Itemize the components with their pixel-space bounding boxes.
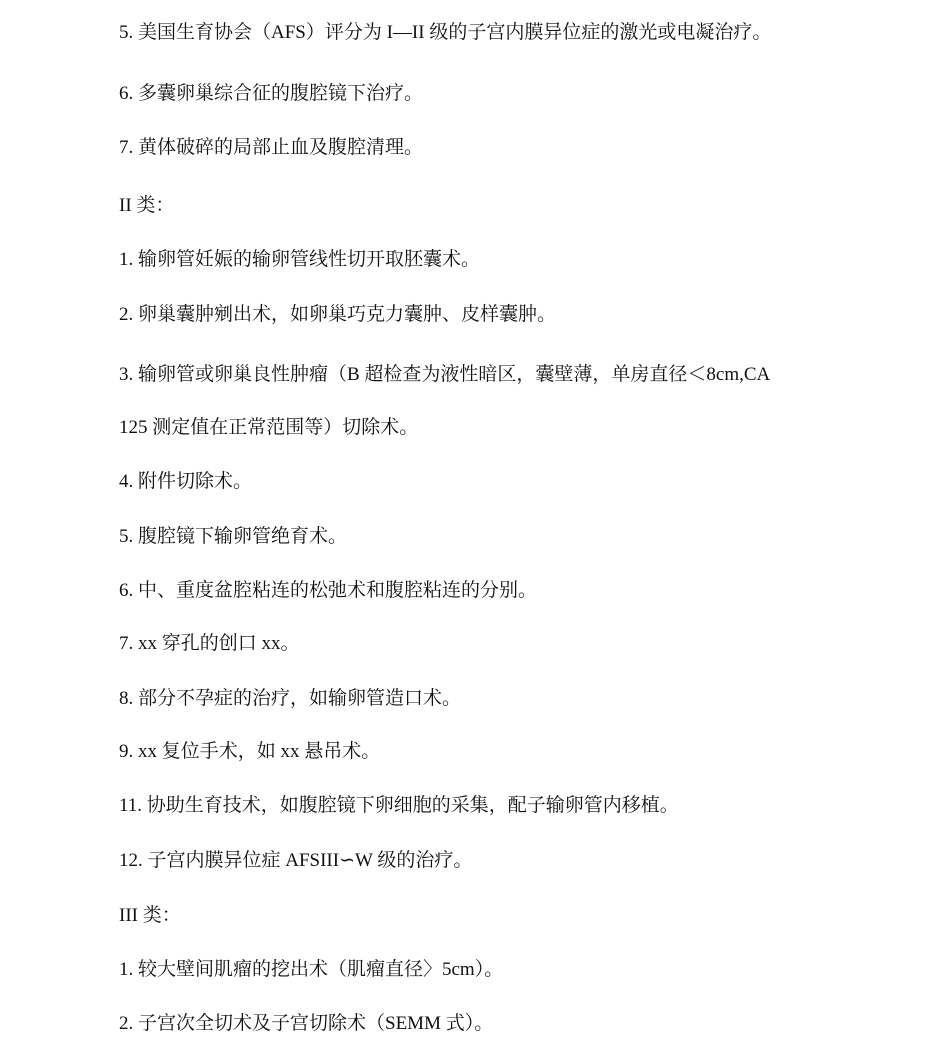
doc-line: 125 测定值在正常范围等）切除术。 <box>119 417 419 438</box>
doc-line: 11. 协助生育技术，如腹腔镜下卵细胞的采集，配子输卵管内移植。 <box>119 795 679 816</box>
doc-line: 7. xx 穿孔的创口 xx。 <box>119 633 300 654</box>
section-heading: II 类： <box>119 195 175 216</box>
doc-line: 5. 腹腔镜下输卵管绝育术。 <box>119 526 348 547</box>
doc-line: 1. 较大壁间肌瘤的挖出术（肌瘤直径〉5cm）。 <box>119 959 504 980</box>
doc-line: 7. 黄体破碎的局部止血及腹腔清理。 <box>119 137 424 158</box>
doc-line: 4. 附件切除术。 <box>119 471 253 492</box>
doc-line: 12. 子宫内膜异位症 AFSIII∽W 级的治疗。 <box>119 850 473 871</box>
doc-line: 6. 多囊卵巢综合征的腹腔镜下治疗。 <box>119 83 424 104</box>
doc-line: 1. 输卵管妊娠的输卵管线性切开取胚囊术。 <box>119 249 481 270</box>
section-heading: III 类： <box>119 905 181 926</box>
doc-line: 6. 中、重度盆腔粘连的松弛术和腹腔粘连的分别。 <box>119 580 538 601</box>
doc-line: 5. 美国生育协会（AFS）评分为 I—II 级的子宫内膜异位症的激光或电凝治疗。 <box>119 22 772 43</box>
doc-line: 2. 卵巢囊肿剜出术，如卵巢巧克力囊肿、皮样囊肿。 <box>119 304 557 325</box>
doc-line: 9. xx 复位手术，如 xx 悬吊术。 <box>119 741 381 762</box>
doc-line: 2. 子宫次全切术及子宫切除术（SEMM 式）。 <box>119 1013 494 1034</box>
doc-line: 8. 部分不孕症的治疗，如输卵管造口术。 <box>119 688 462 709</box>
doc-line: 3. 输卵管或卵巢良性肿瘤（B 超检查为液性暗区，囊壁薄，单房直径＜8cm,CA <box>119 364 771 385</box>
